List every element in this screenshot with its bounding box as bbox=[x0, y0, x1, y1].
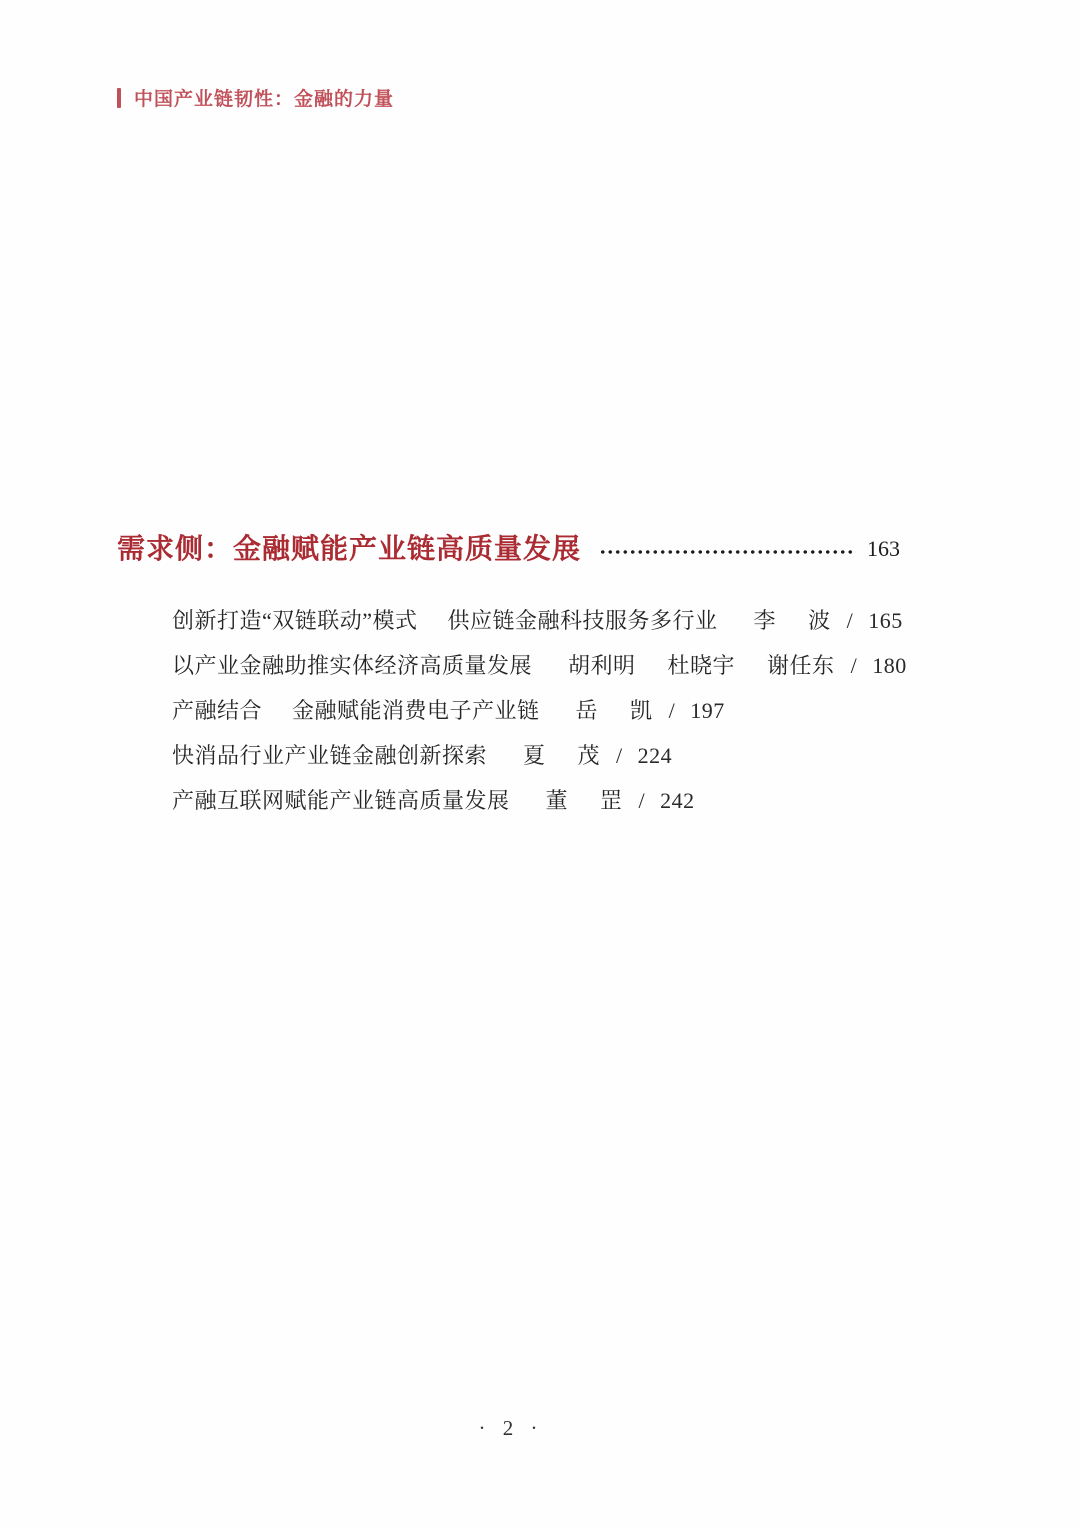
entry-authors bbox=[576, 698, 659, 723]
author-name: 胡利明 bbox=[568, 653, 636, 678]
toc-entry[interactable] bbox=[172, 643, 907, 688]
author-name: 董 bbox=[545, 788, 569, 813]
toc-entry[interactable] bbox=[172, 733, 907, 778]
header-accent-bar bbox=[117, 88, 121, 108]
section-title: 需求侧：金融赋能产业链高质量发展 bbox=[117, 534, 582, 565]
entry-subtitle: 金融赋能消费电子产业链 bbox=[292, 698, 540, 723]
page-separator: / bbox=[846, 608, 854, 633]
running-header bbox=[117, 84, 394, 111]
toc-entry[interactable] bbox=[172, 778, 907, 823]
entry-authors bbox=[754, 608, 837, 633]
author-name: 李 bbox=[753, 608, 777, 633]
entry-title: 产融互联网赋能产业链高质量发展 bbox=[172, 788, 510, 813]
author-name: 波 bbox=[808, 608, 831, 633]
author-name: 谢任东 bbox=[767, 653, 835, 678]
entry-title: 快消品行业产业链金融创新探索 bbox=[172, 743, 488, 768]
entry-title: 创新打造“双链联动”模式 bbox=[172, 608, 418, 633]
page-number-footer: · 2 · bbox=[478, 1416, 544, 1440]
page-separator: / bbox=[668, 698, 676, 723]
author-name: 凯 bbox=[630, 698, 653, 723]
book-title: 中国产业链韧性：金融的力量 bbox=[134, 89, 395, 110]
entry-authors bbox=[523, 743, 606, 768]
dotted-leader bbox=[599, 549, 855, 555]
section-page-number: 163 bbox=[867, 536, 900, 561]
author-name: 夏 bbox=[523, 743, 546, 768]
entry-title: 产融结合 bbox=[172, 698, 263, 723]
toc-section-heading[interactable] bbox=[117, 527, 900, 567]
entry-page-number: 224 bbox=[637, 743, 673, 768]
toc-entry[interactable] bbox=[172, 688, 907, 733]
page-separator: / bbox=[638, 788, 646, 813]
page-separator: / bbox=[850, 653, 858, 678]
entry-page-number: 165 bbox=[868, 608, 903, 633]
entry-authors bbox=[546, 788, 629, 813]
entry-page-number: 197 bbox=[690, 698, 725, 723]
entry-page-number: 180 bbox=[872, 653, 907, 678]
author-name: 岳 bbox=[575, 698, 599, 723]
entry-subtitle: 供应链金融科技服务多行业 bbox=[447, 608, 718, 633]
entry-title: 以产业金融助推实体经济高质量发展 bbox=[172, 653, 533, 678]
toc-entry[interactable] bbox=[172, 598, 907, 643]
author-name: 杜晓宇 bbox=[667, 653, 736, 678]
author-name: 罡 bbox=[600, 788, 623, 813]
page-separator: / bbox=[616, 743, 623, 768]
entry-page-number: 242 bbox=[660, 788, 695, 813]
entry-authors bbox=[568, 653, 841, 678]
toc-entry-list bbox=[172, 598, 907, 823]
author-name: 茂 bbox=[577, 743, 601, 768]
